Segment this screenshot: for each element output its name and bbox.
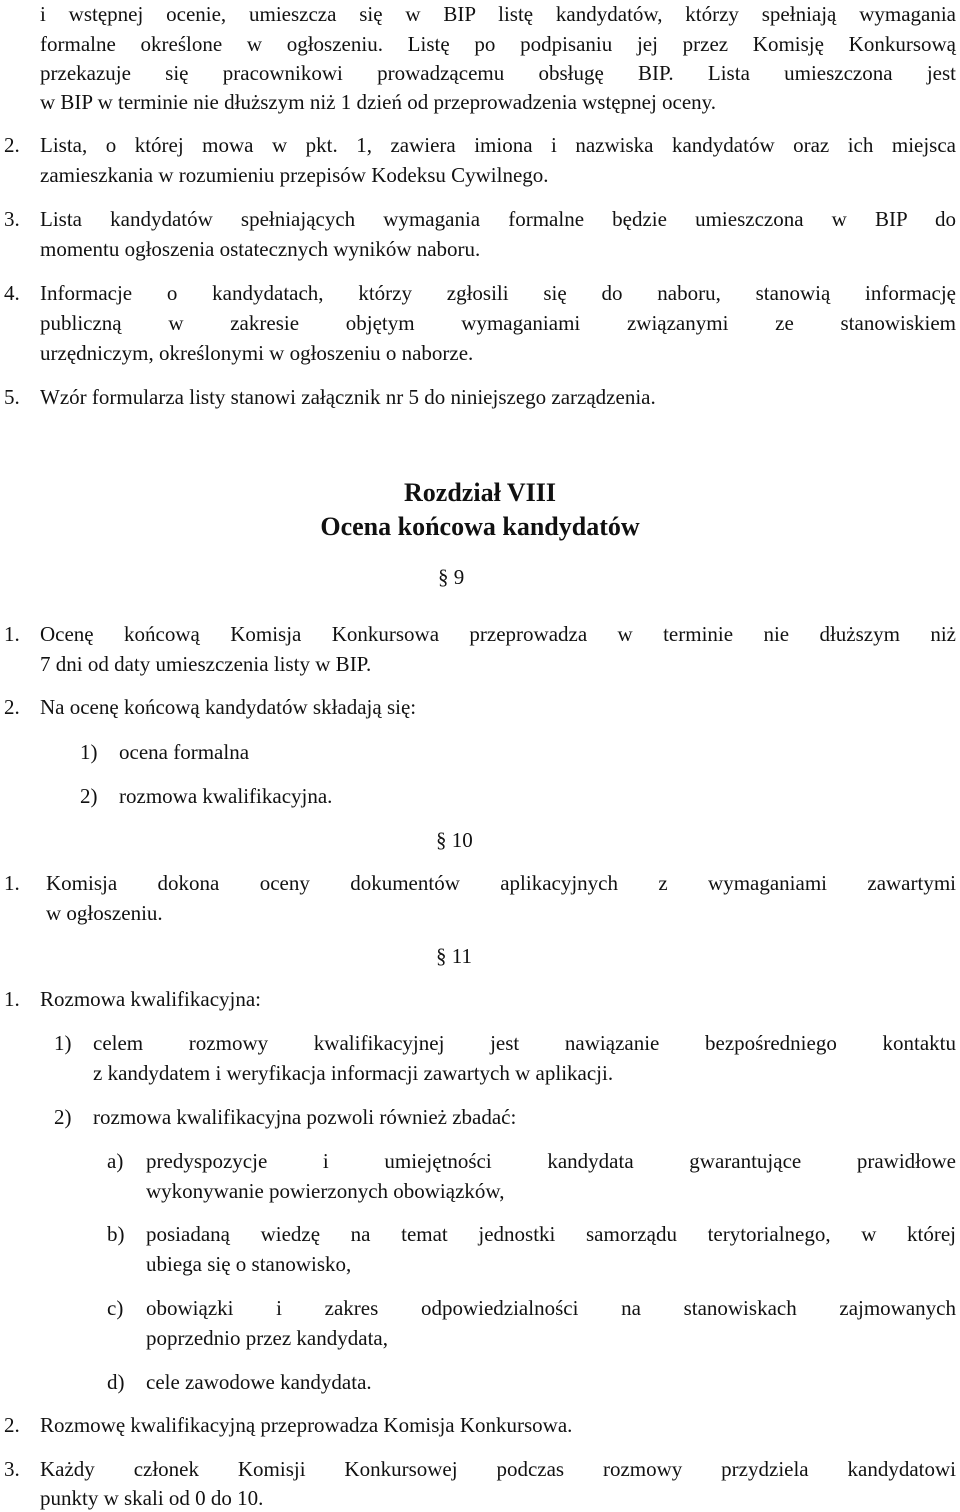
item-number: 2. bbox=[4, 1413, 20, 1437]
letter-text: cele zawodowe kandydata. bbox=[146, 1370, 372, 1394]
letter-number: c) bbox=[107, 1296, 124, 1320]
subitem-number: 1) bbox=[54, 1031, 72, 1055]
subitem-number: 2) bbox=[80, 784, 98, 808]
item-text: Rozmowa kwalifikacyjna: bbox=[40, 987, 262, 1011]
intro-line-1: i wstępnej ocenie, umieszcza się w BIP listę kandydatów, którzy spełniają wymagania bbox=[40, 2, 956, 26]
item-text: publiczną w zakresie objętym wymaganiami związanymi ze stanowiskiem bbox=[40, 311, 956, 335]
letter-text: obowiązki i zakres odpowiedzialności na stanowiskach zajmowanych bbox=[146, 1296, 956, 1320]
item-text: punkty w skali od 0 do 10. bbox=[40, 1486, 264, 1510]
item-text: Na ocenę końcową kandydatów składają się: bbox=[40, 695, 417, 719]
intro-line-2: formalne określone w ogłoszeniu. Listę po podpisaniu jej przez Komisję Konkursową bbox=[40, 32, 956, 56]
item-text: Informacje o kandydatach, którzy zgłosili się do naboru, stanowią informację bbox=[40, 281, 956, 305]
letter-text: poprzednio przez kandydata, bbox=[146, 1326, 388, 1350]
item-number: 3. bbox=[4, 207, 20, 231]
item-number: 1. bbox=[4, 987, 20, 1011]
item-text: Rozmowę kwalifikacyjną przeprowadza Komisja Konkursowa. bbox=[40, 1413, 573, 1437]
item-text: Ocenę końcową Komisja Konkursowa przeprowadza w terminie nie dłuższym niż bbox=[40, 622, 956, 646]
chapter-subtitle: Ocena końcowa kandydatów bbox=[320, 512, 640, 541]
letter-text: predyspozycje i umiejętności kandydata gwarantujące prawidłowe bbox=[146, 1149, 956, 1173]
item-text: urzędniczym, określonymi w ogłoszeniu o naborze. bbox=[40, 341, 474, 365]
item-number: 2. bbox=[4, 695, 20, 719]
subitem-text: rozmowa kwalifikacyjna. bbox=[119, 784, 333, 808]
item-number: 4. bbox=[4, 281, 20, 305]
letter-number: d) bbox=[107, 1370, 125, 1394]
letter-text: posiadaną wiedzę na temat jednostki samorządu terytorialnego, w której bbox=[146, 1222, 956, 1246]
item-text: Każdy członek Komisji Konkursowej podczas rozmowy przydziela kandydatowi bbox=[40, 1457, 956, 1481]
item-text: w ogłoszeniu. bbox=[46, 901, 163, 925]
subitem-number: 1) bbox=[80, 740, 98, 764]
subitem-text: ocena formalna bbox=[119, 740, 250, 764]
letter-number: a) bbox=[107, 1149, 124, 1173]
item-text: 7 dni od daty umieszczenia listy w BIP. bbox=[40, 652, 372, 676]
item-number: 1. bbox=[4, 871, 20, 895]
item-text: Lista, o której mowa w pkt. 1, zawiera imiona i nazwiska kandydatów oraz ich miejsca bbox=[40, 133, 956, 157]
item-text: Wzór formularza listy stanowi załącznik nr 5 do niniejszego zarządzenia. bbox=[40, 385, 656, 409]
item-number: 5. bbox=[4, 385, 20, 409]
chapter-title: Rozdział VIII bbox=[404, 478, 556, 507]
subitem-text: rozmowa kwalifikacyjna pozwoli również zbadać: bbox=[93, 1105, 517, 1129]
section-label-9: § 9 bbox=[438, 565, 465, 589]
subitem-text: z kandydatem i weryfikacja informacji zawartych w aplikacji. bbox=[93, 1061, 614, 1085]
section-label-11: § 11 bbox=[436, 944, 472, 968]
item-text: zamieszkania w rozumieniu przepisów Kodeksu Cywilnego. bbox=[40, 163, 549, 187]
intro-line-3: przekazuje się pracownikowi prowadzącemu obsługę BIP. Lista umieszczona jest bbox=[40, 61, 956, 85]
item-text: momentu ogłoszenia ostatecznych wyników naboru. bbox=[40, 237, 481, 261]
section-label-10: § 10 bbox=[436, 828, 473, 852]
item-number: 3. bbox=[4, 1457, 20, 1481]
letter-number: b) bbox=[107, 1222, 125, 1246]
item-number: 1. bbox=[4, 622, 20, 646]
subitem-number: 2) bbox=[54, 1105, 72, 1129]
item-number: 2. bbox=[4, 133, 20, 157]
letter-text: ubiega się o stanowisko, bbox=[146, 1252, 352, 1276]
letter-text: wykonywanie powierzonych obowiązków, bbox=[146, 1179, 505, 1203]
intro-line-4: w BIP w terminie nie dłuższym niż 1 dzień od przeprowadzenia wstępnej oceny. bbox=[40, 90, 717, 114]
item-text: Komisja dokona oceny dokumentów aplikacyjnych z wymaganiami zawartymi bbox=[46, 871, 956, 895]
subitem-text: celem rozmowy kwalifikacyjnej jest nawiązanie bezpośredniego kontaktu bbox=[93, 1031, 956, 1055]
item-text: Lista kandydatów spełniających wymagania formalne będzie umieszczona w BIP do bbox=[40, 207, 956, 231]
